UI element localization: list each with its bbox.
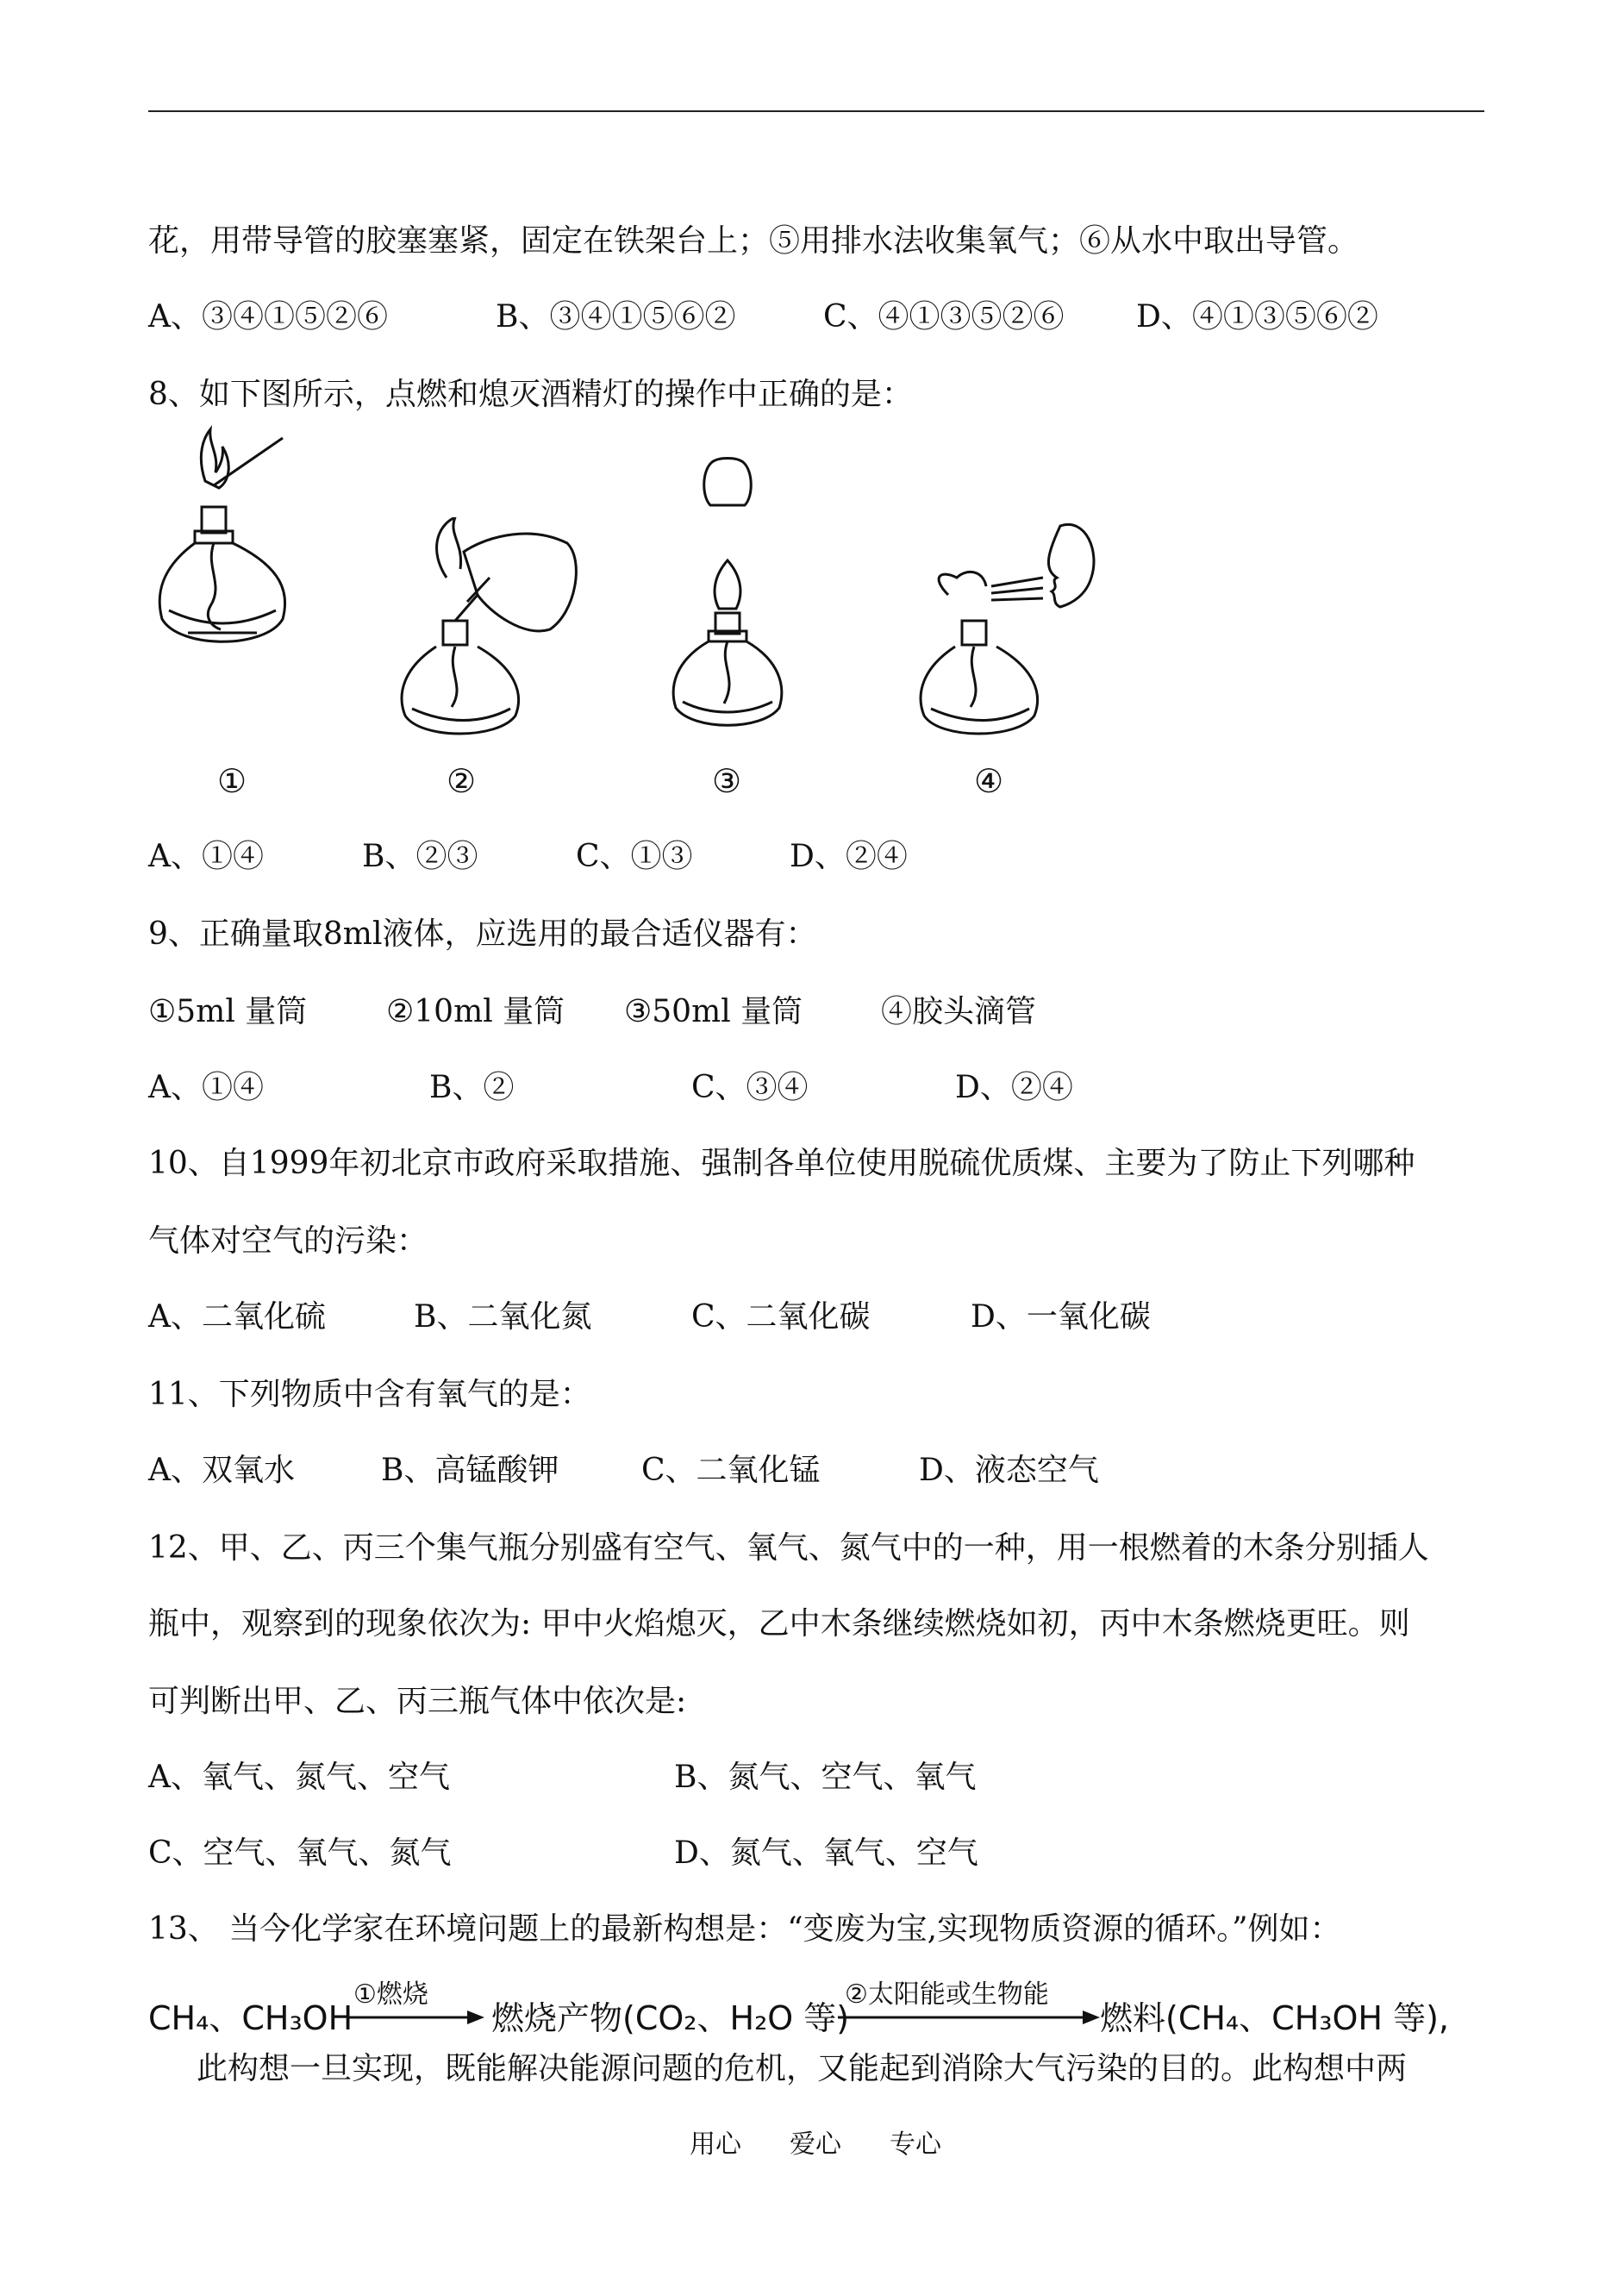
figure-label-1: ①	[217, 762, 247, 800]
alcohol-lamp-figure-1	[153, 421, 291, 731]
arrow-right-icon	[838, 2009, 1100, 2026]
q12-option-c: C、空气、氧气、氮气	[148, 1835, 452, 1871]
q9-item-4: ④胶头滴管	[881, 994, 1037, 1029]
q9-item-3: ③50ml 量筒	[624, 994, 803, 1029]
alcohol-lamp-figure-4	[914, 517, 1103, 741]
q13-question: 13、 当今化学家在环境问题上的最新构想是：“变废为宝,实现物质资源的循环。”例如：	[148, 1911, 1341, 1947]
q11-option-b: B、高锰酸钾	[381, 1453, 559, 1488]
q13-continuation: 此构想一旦实现，既能解决能源问题的危机，又能起到消除大气污染的目的。此构想中两	[197, 2051, 1408, 2086]
q10-question-line1: 10、自1999年初北京市政府采取措施、强制各单位使用脱硫优质煤、主要为了防止下列哪种	[148, 1146, 1415, 1181]
q9-question: 9、正确量取8ml液体，应选用的最合适仪器有：	[148, 916, 817, 952]
scheme-fuels: 燃料(CH₄、CH₃OH 等),	[1100, 1999, 1449, 2037]
q10-option-c: C、二氧化碳	[691, 1299, 871, 1335]
q8-question: 8、如下图所示，点燃和熄灭酒精灯的操作中正确的是：	[148, 377, 913, 412]
arrow-right-icon	[347, 2009, 484, 2026]
scheme-step2-label: ②太阳能或生物能	[845, 1979, 1049, 2010]
q9-option-b: B、②	[429, 1070, 515, 1105]
alcohol-lamp-figure-3	[659, 453, 796, 738]
q8-option-a: A、①④	[148, 839, 264, 874]
q10-question-line2: 气体对空气的污染：	[148, 1223, 428, 1259]
q7-option-b: B、③④①⑤⑥②	[496, 299, 736, 335]
q12-question-line3: 可判断出甲、乙、丙三瓶气体中依次是:	[148, 1684, 687, 1719]
q12-option-a: A、氧气、氮气、空气	[148, 1760, 450, 1795]
scheme-products: 燃烧产物(CO₂、H₂O 等)	[491, 1999, 850, 2037]
q8-option-c: C、①③	[576, 839, 693, 874]
figure-label-2: ②	[447, 762, 477, 800]
q10-option-a: A、二氧化硫	[148, 1299, 326, 1335]
alcohol-lamp-figure-2	[395, 517, 584, 741]
scheme-reactants: CH₄、CH₃OH	[148, 1999, 353, 2037]
q7-continuation: 花，用带导管的胶塞塞紧，固定在铁架台上；⑤用排水法收集氧气；⑥从水中取出导管。	[148, 223, 1359, 259]
q9-option-d: D、②④	[955, 1070, 1073, 1105]
q7-option-d: D、④①③⑤⑥②	[1136, 299, 1378, 335]
q8-option-d: D、②④	[790, 839, 908, 874]
q9-option-a: A、①④	[148, 1070, 264, 1105]
q9-item-2: ②10ml 量筒	[386, 994, 565, 1029]
q12-question-line2: 瓶中，观察到的现象依次为: 甲中火焰熄灭，乙中木条继续燃烧如初，丙中木条燃烧更旺。则	[148, 1606, 1410, 1642]
q11-option-c: C、二氧化锰	[641, 1453, 821, 1488]
q10-option-b: B、二氧化氮	[414, 1299, 592, 1335]
q12-question-line1: 12、甲、乙、丙三个集气瓶分别盛有空气、氧气、氮气中的一种，用一根燃着的木条分别插人	[148, 1530, 1429, 1566]
q11-option-d: D、液态空气	[919, 1453, 1099, 1488]
q9-item-1: ①5ml 量筒	[148, 994, 308, 1029]
q12-option-d: D、氮气、氧气、空气	[674, 1835, 978, 1871]
footer-word-3: 专心	[890, 2129, 941, 2160]
q8-option-b: B、②③	[362, 839, 478, 874]
footer-word-2: 爱心	[790, 2129, 841, 2160]
q11-option-a: A、双氧水	[148, 1453, 295, 1488]
q10-option-d: D、一氧化碳	[971, 1299, 1151, 1335]
figure-label-3: ③	[712, 762, 742, 800]
footer-word-1: 用心	[690, 2129, 741, 2160]
q7-option-a: A、③④①⑤②⑥	[148, 299, 388, 335]
q9-option-c: C、③④	[691, 1070, 809, 1105]
header-rule	[148, 110, 1484, 112]
q12-option-b: B、氮气、空气、氧气	[674, 1760, 977, 1795]
q7-option-c: C、④①③⑤②⑥	[823, 299, 1065, 335]
q11-question: 11、下列物质中含有氧气的是：	[148, 1377, 591, 1412]
figure-label-4: ④	[974, 762, 1004, 800]
scheme-step1-label: ①燃烧	[353, 1979, 428, 2010]
q13-reaction-scheme	[148, 1979, 1493, 2040]
